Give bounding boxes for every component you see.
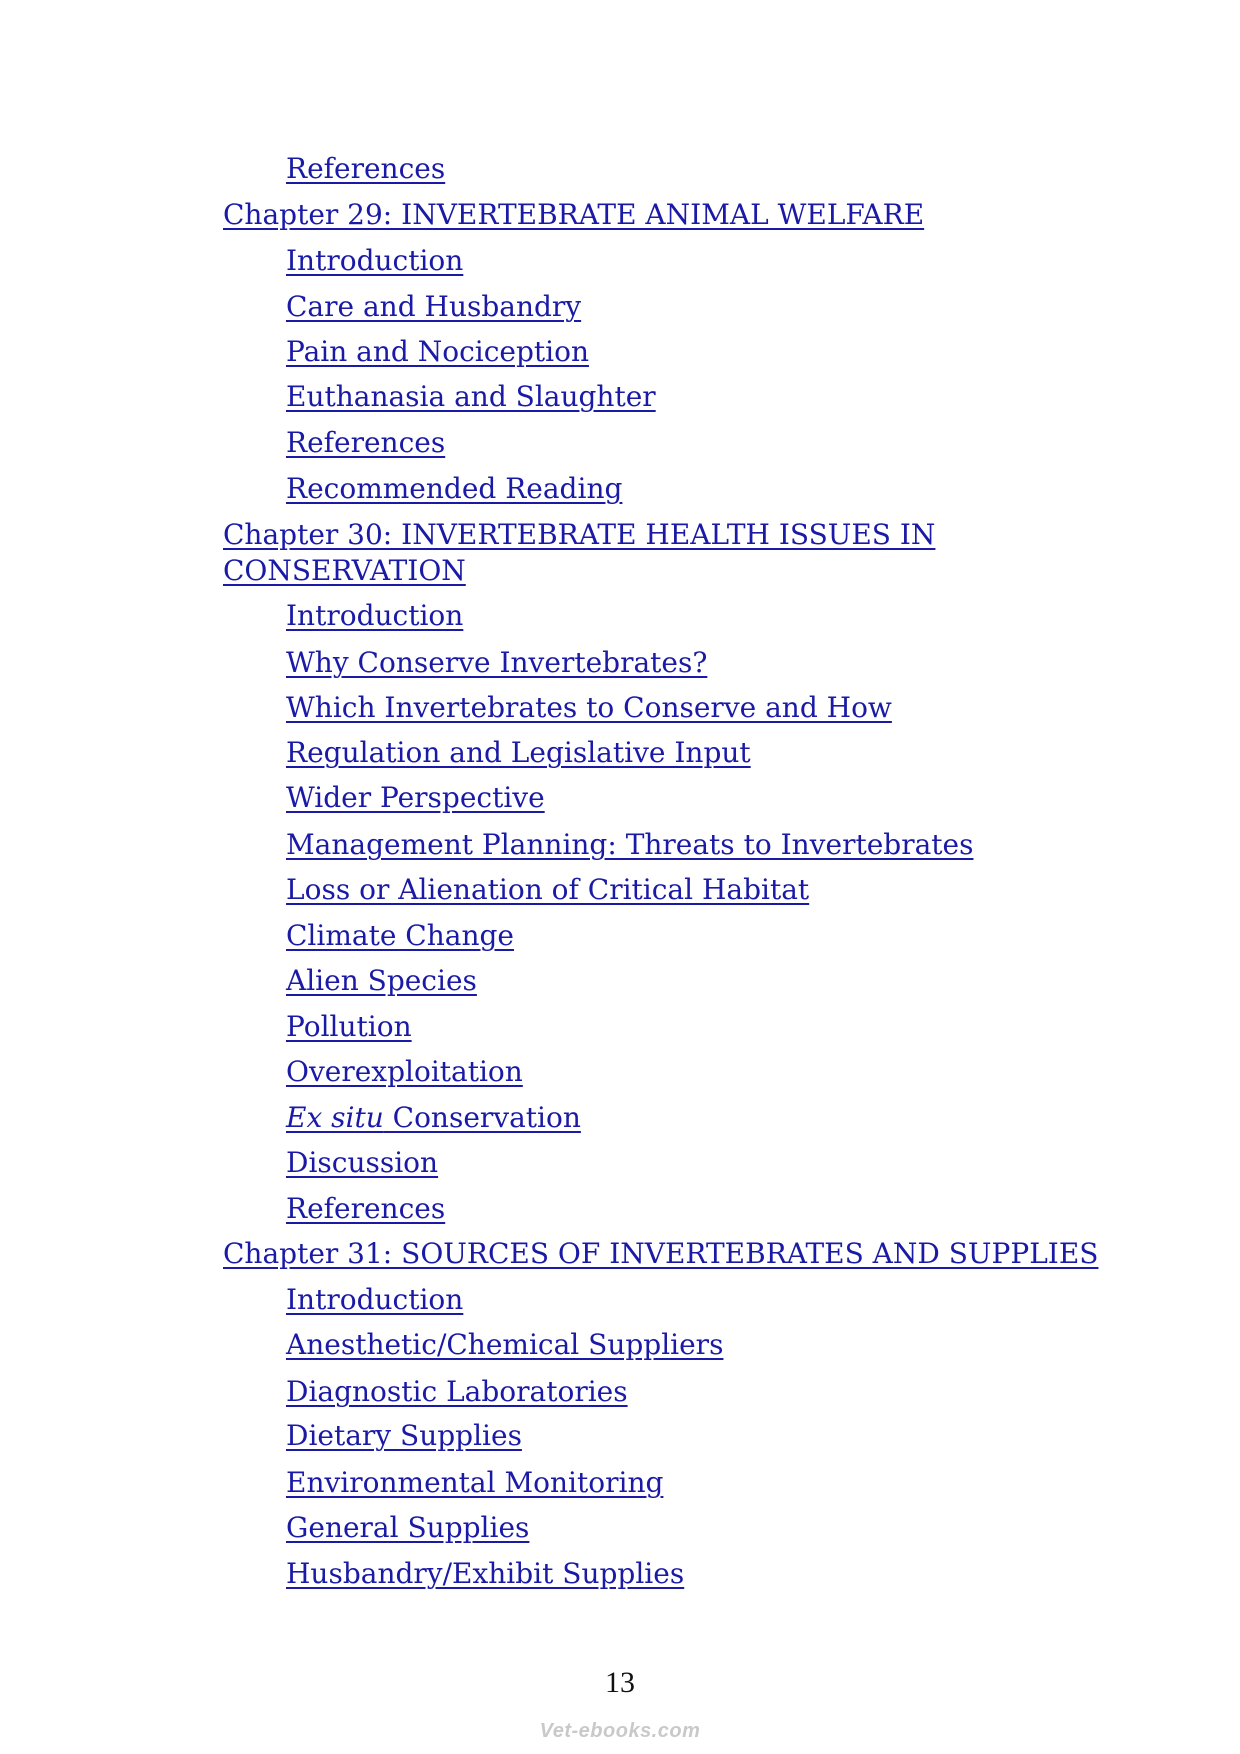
- ex-situ-rest-text: Conservation: [383, 1101, 581, 1134]
- watermark-logo: Vet-ebooks.com: [539, 1720, 701, 1742]
- toc-link-discussion[interactable]: Discussion: [286, 1146, 439, 1179]
- toc-link-alien-species[interactable]: Alien Species: [286, 964, 477, 997]
- toc-link-recommended-reading[interactable]: Recommended Reading: [286, 472, 623, 505]
- page-number: 13: [605, 1666, 635, 1699]
- toc-link-wider-perspective[interactable]: Wider Perspective: [286, 781, 545, 814]
- toc-link-anesthetic-chemical-suppliers[interactable]: Anesthetic/Chemical Suppliers: [286, 1328, 724, 1361]
- toc-link-pain-and-nociception[interactable]: Pain and Nociception: [286, 335, 589, 368]
- toc-link-diagnostic-laboratories[interactable]: Diagnostic Laboratories: [286, 1375, 628, 1408]
- toc-link-care-and-husbandry[interactable]: Care and Husbandry: [286, 290, 582, 323]
- toc-link-husbandry-exhibit-supplies[interactable]: Husbandry/Exhibit Supplies: [286, 1557, 685, 1590]
- toc-chapter-30-continued[interactable]: CONSERVATION: [223, 554, 466, 587]
- toc-link-dietary-supplies[interactable]: Dietary Supplies: [286, 1419, 522, 1452]
- toc-link-management-planning[interactable]: Management Planning: Threats to Invertebrates: [286, 828, 974, 861]
- ex-situ-italic-text: Ex situ: [286, 1101, 384, 1134]
- toc-chapter-31[interactable]: Chapter 31: SOURCES OF INVERTEBRATES AND SUPPLIES: [223, 1237, 1099, 1270]
- toc-chapter-30[interactable]: Chapter 30: INVERTEBRATE HEALTH ISSUES IN: [223, 518, 936, 551]
- toc-link-climate-change[interactable]: Climate Change: [286, 919, 514, 952]
- toc-link-introduction[interactable]: Introduction: [286, 1283, 464, 1316]
- toc-link-ex-situ-conservation[interactable]: [286, 1100, 581, 1135]
- toc-link-euthanasia-and-slaughter[interactable]: Euthanasia and Slaughter: [286, 380, 656, 413]
- toc-link-overexploitation[interactable]: Overexploitation: [286, 1055, 523, 1088]
- toc-link-which-invertebrates[interactable]: Which Invertebrates to Conserve and How: [286, 691, 892, 724]
- toc-link-references[interactable]: References: [286, 152, 446, 185]
- toc-link-references[interactable]: References: [286, 1192, 446, 1225]
- toc-chapter-29[interactable]: Chapter 29: INVERTEBRATE ANIMAL WELFARE: [223, 198, 925, 231]
- toc-link-general-supplies[interactable]: General Supplies: [286, 1511, 530, 1544]
- toc-link-introduction[interactable]: Introduction: [286, 244, 464, 277]
- toc-link-regulation-and-legislative-input[interactable]: Regulation and Legislative Input: [286, 736, 751, 769]
- toc-link-references[interactable]: References: [286, 426, 446, 459]
- toc-link-introduction[interactable]: Introduction: [286, 599, 464, 632]
- toc-link-pollution[interactable]: Pollution: [286, 1010, 412, 1043]
- toc-link-loss-of-critical-habitat[interactable]: Loss or Alienation of Critical Habitat: [286, 873, 810, 906]
- toc-link-environmental-monitoring[interactable]: Environmental Monitoring: [286, 1466, 664, 1499]
- toc-link-why-conserve-invertebrates[interactable]: Why Conserve Invertebrates?: [286, 646, 708, 679]
